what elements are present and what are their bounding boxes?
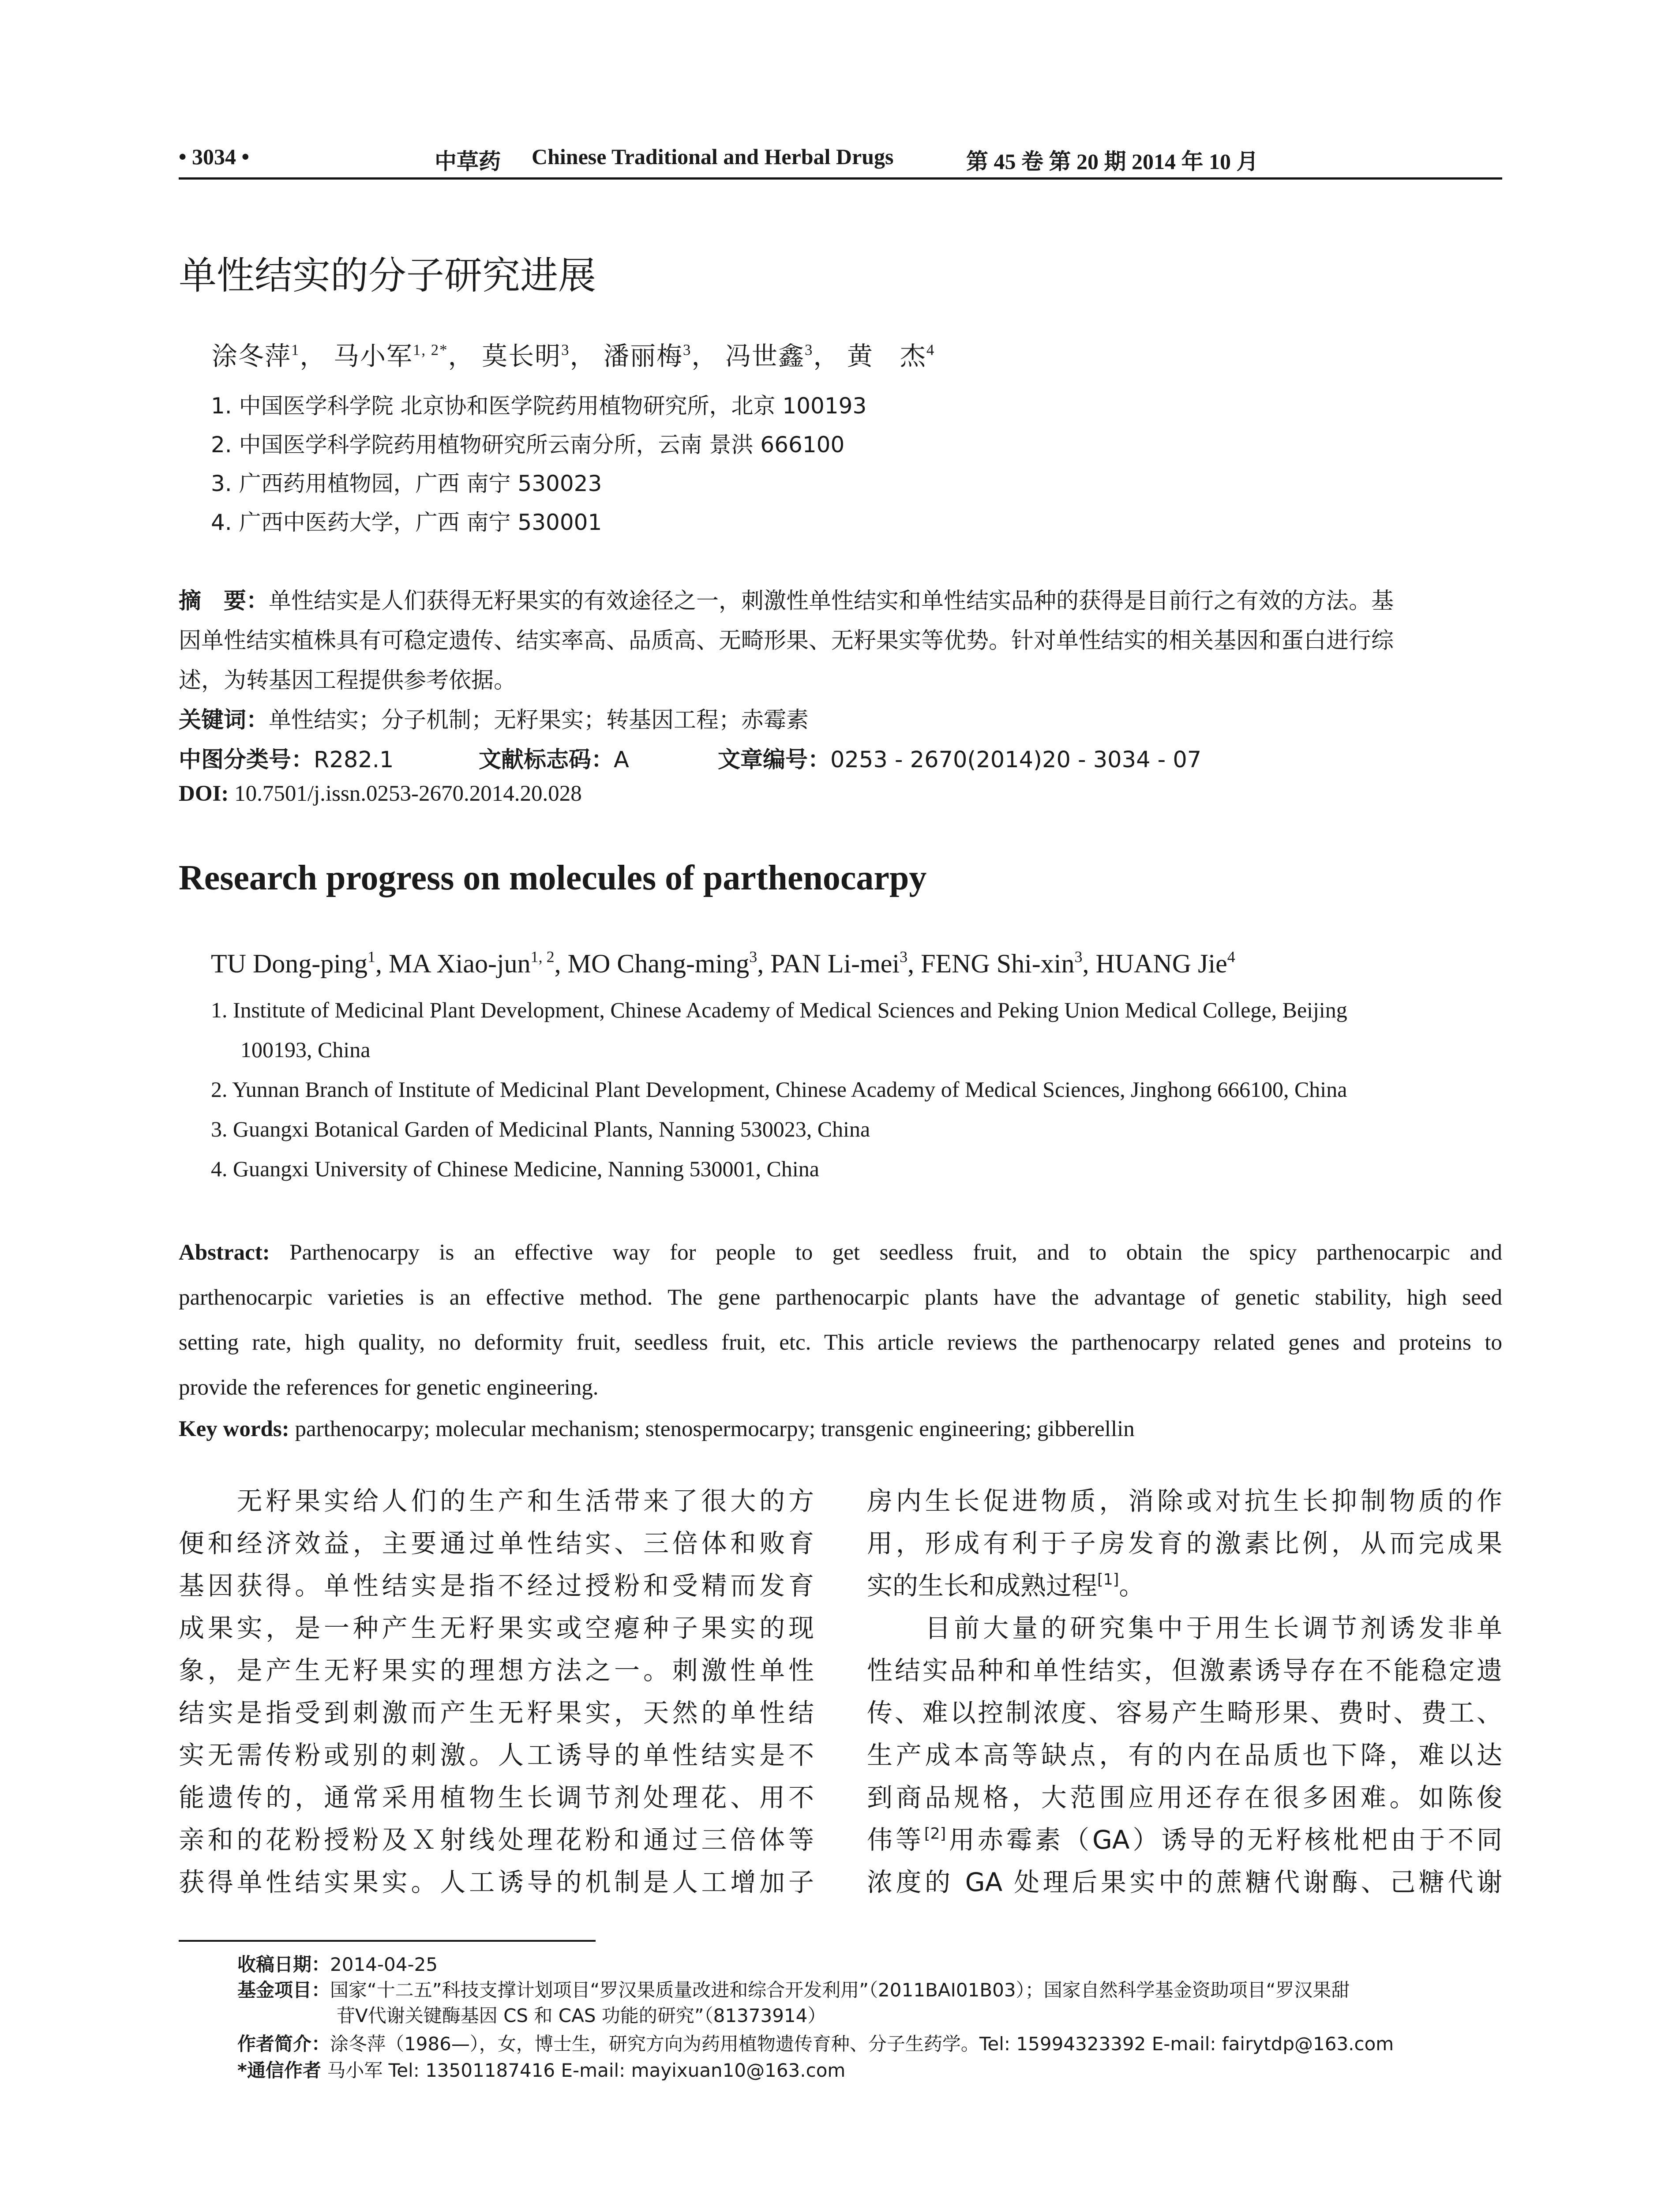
body-line: 成果实，是一种产生无籽果实或空瘪种子果实的现 [179, 1613, 814, 1643]
cn-title: 单性结实的分子研究进展 [179, 254, 596, 298]
cn-classification-row [179, 741, 1502, 772]
en-affiliation: 3. Guangxi Botanical Garden of Medicinal Plants, Nanning 530023, China [211, 1117, 870, 1141]
article-no-label: 文章编号： [718, 747, 831, 773]
cn-author-sup: 3 [683, 341, 692, 359]
body-line: 房内生长促进物质，消除或对抗生长抑制物质的作 [867, 1486, 1502, 1516]
cn-abstract-label: 摘 要： [179, 588, 269, 614]
article-no-value: 0253 - 2670(2014)20 - 3034 - 07 [830, 747, 1202, 773]
citation-marker: [2] [924, 1825, 946, 1843]
journal-en-name: Chinese Traditional and Herbal Drugs [532, 144, 894, 169]
doc-code-field [479, 741, 629, 774]
cn-author-sup: 1 [291, 341, 300, 359]
body-line: 象，是产生无籽果实的理想方法之一。刺激性单性 [179, 1655, 814, 1685]
cn-author-list: 涂冬萍$^1$， 马小军$^{1, 2*}$， 莫长明$^3$， 潘丽梅$^3$， 冯世鑫$^3$， 黄 杰$^4$ [212, 341, 935, 371]
en-author-sup: 3 [900, 948, 908, 966]
en-author-sup: 4 [1227, 948, 1235, 966]
body-line: 目前大量的研究集中于用生长调节剂诱发非单 [867, 1613, 1502, 1643]
en-affiliation: 2. Yunnan Branch of Institute of Medicinal Plant Development, Chinese Academy of Medical Sciences, Jinghong 666100, China [211, 1077, 1347, 1102]
author-bio-label: 作者简介： [237, 2033, 330, 2055]
en-author-list: TU Dong-ping$^1$, MA Xiao-jun$^{1, 2}$, MO Chang-ming$^3$, PAN Li-mei$^3$, FENG Shi-xin$^3$, HUANG Jie$^4$ [211, 948, 1235, 978]
en-abstract-text: Parthenocarpy is an effective way for people to get seedless fruit, and to obtain the spicy parthenocarpic and [270, 1240, 1502, 1265]
cn-affiliation: 3. 广西药用植物园，广西 南宁 530023 [211, 471, 602, 496]
author-bio-value: 涂冬萍（1986—），女，博士生，研究方向为药用植物遗传育种、分子生药学。Tel: 15994323392 E-mail: fairytdp@163.com [330, 2033, 1394, 2055]
cn-author-sup: 3 [561, 341, 570, 359]
received-value: 2014-04-25 [330, 1954, 438, 1975]
en-abstract-label: Abstract: [179, 1240, 270, 1265]
body-line: 性结实品种和单性结实，但激素诱导存在不能稳定遗 [867, 1655, 1502, 1685]
en-author-sup: 3 [1074, 948, 1083, 966]
body-line: 便和经济效益，主要通过单性结实、三倍体和败育 [179, 1528, 814, 1558]
cn-abstract-line: 述，为转基因工程提供参考依据。 [179, 668, 517, 694]
header-rule [179, 177, 1502, 180]
body-line: 实无需传粉或别的刺激。人工诱导的单性结实是不 [179, 1740, 814, 1770]
body-line: 到商品规格，大范围应用还存在很多困难。如陈俊 [867, 1782, 1502, 1812]
cn-author: 马小军 [333, 342, 413, 371]
en-affiliation: 100193, China [240, 1037, 371, 1062]
fund-label: 基金项目： [237, 1979, 330, 2001]
en-author: PAN Li-mei [770, 949, 900, 978]
cn-author: 潘丽梅 [604, 342, 683, 371]
en-affiliation: 1. Institute of Medicinal Plant Development, Chinese Academy of Medical Sciences and Peking Union Medical College, Beijing [211, 998, 1347, 1022]
footnote-fund-cont: 苷Ⅴ代谢关键酶基因 CS 和 CAS 功能的研究”（81373914） [337, 2005, 826, 2026]
cn-abstract-line: 因单性结实植株具有可稳定遗传、结实率高、品质高、无畸形果、无籽果实等优势。针对单性结实的相关基因和蛋白进行综 [179, 628, 1394, 654]
running-header [179, 140, 1502, 176]
footnote-author [237, 2030, 1394, 2056]
body-line: 无籽果实给人们的生产和生活带来了很大的方 [179, 1486, 814, 1516]
body-line: 能遗传的，通常采用植物生长调节剂处理花、用不 [179, 1782, 814, 1812]
cn-keywords-text: 单性结实；分子机制；无籽果实；转基因工程；赤霉素 [269, 707, 809, 733]
doc-code-label: 文献标志码： [479, 747, 614, 773]
fund-value: 国家“十二五”科技支撑计划项目“罗汉果质量改进和综合开发利用”（2011BAI01B03）；国家自然科学基金资助项目“罗汉果甜 [330, 1979, 1350, 2001]
body-line: 基因获得。单性结实是指不经过授粉和受精而发育 [179, 1571, 814, 1601]
body-line: 传、难以控制浓度、容易产生畸形果、费时、费工、 [867, 1698, 1502, 1728]
en-author: TU Dong-ping [211, 949, 368, 978]
en-author-sup: 1, 2 [530, 948, 555, 966]
cn-author-sup: 1, 2* [412, 341, 448, 359]
footnote-correspondence [237, 2056, 845, 2082]
cn-keywords-label: 关键词： [179, 707, 269, 733]
body-line: 亲和的花粉授粉及Ｘ射线处理花粉和通过三倍体等 [179, 1825, 814, 1855]
cn-affiliation: 4. 广西中医药大学，广西 南宁 530001 [211, 510, 602, 535]
doc-code-value: A [614, 747, 629, 773]
body-line: 结实是指受到刺激而产生无籽果实，天然的单性结 [179, 1698, 814, 1728]
cn-keywords [179, 702, 809, 734]
en-author: MO Chang-ming [567, 949, 750, 978]
en-author: HUANG Jie [1095, 949, 1227, 978]
en-abstract-line: provide the references for genetic engineering. [179, 1375, 599, 1400]
cn-author-sup: 3 [804, 341, 814, 359]
doi-label: DOI: [179, 781, 229, 806]
en-keywords-label: Key words: [179, 1417, 289, 1441]
en-author: MA Xiao-jun [388, 949, 531, 978]
cn-author: 冯世鑫 [725, 342, 805, 371]
clc-label: 中图分类号： [179, 747, 314, 773]
en-abstract-line [179, 1240, 1502, 1265]
footnote-received [237, 1950, 438, 1977]
cn-author: 莫长明 [482, 342, 562, 371]
en-author-sup: 3 [749, 948, 758, 966]
en-keywords-text: parthenocarpy; molecular mechanism; stenospermocarpy; transgenic engineering; gibberellin [289, 1417, 1135, 1441]
en-affiliation: 4. Guangxi University of Chinese Medicine, Nanning 530001, China [211, 1156, 819, 1181]
doi-value: 10.7501/j.issn.0253-2670.2014.20.028 [229, 781, 582, 806]
body-line: 获得单性结实果实。人工诱导的机制是人工增加子 [179, 1867, 814, 1897]
en-abstract-line: parthenocarpic varieties is an effective method. The gene parthenocarpic plants have the advantage of genetic stability, high seed [179, 1285, 1502, 1310]
clc-value: R282.1 [314, 747, 394, 773]
cn-author: 黄 杰 [847, 342, 926, 371]
en-author: FENG Shi-xin [921, 949, 1075, 978]
cn-author: 涂冬萍 [212, 342, 292, 371]
clc-field [179, 741, 394, 774]
citation-marker: [1] [1097, 1571, 1119, 1589]
issue-info: 第 45 卷 第 20 期 2014 年 10 月 [966, 149, 1259, 174]
en-author-sup: 1 [367, 948, 375, 966]
article-no-field [718, 741, 1201, 774]
page-number: • 3034 • [179, 144, 250, 169]
en-title: Research progress on molecules of parthenocarpy [179, 859, 927, 897]
en-abstract-line: setting rate, high quality, no deformity fruit, seedless fruit, etc. This article reviews the parthenocarpy related genes and proteins to [179, 1330, 1502, 1355]
corr-value: 马小军 Tel: 13501187416 E-mail: mayixuan10@163.com [321, 2060, 846, 2081]
cn-abstract-text: 单性结实是人们获得无籽果实的有效途径之一，刺激性单性结实和单性结实品种的获得是目前行之有效的方法。基 [269, 588, 1394, 614]
doi-line [179, 781, 582, 807]
body-line: 生产成本高等缺点，有的内在品质也下降，难以达 [867, 1740, 1502, 1770]
footnote-rule [179, 1940, 596, 1942]
cn-affiliation: 1. 中国医学科学院 北京协和医学院药用植物研究所，北京 100193 [211, 393, 867, 419]
body-line: 浓度的 GA 处理后果实中的蔗糖代谢酶、己糖代谢 [867, 1867, 1502, 1897]
body-line: 伟等[2]用赤霉素（GA）诱导的无籽核枇杷由于不同 [867, 1825, 1502, 1855]
journal-cn-logo: 中草药 [435, 149, 501, 174]
body-line: 用，形成有利于子房发育的激素比例，从而完成果 [867, 1528, 1502, 1558]
cn-author-sup: 4 [926, 341, 935, 359]
received-label: 收稿日期： [237, 1954, 330, 1975]
en-keywords [179, 1416, 1135, 1442]
footnote-fund [237, 1976, 1350, 2002]
cn-affiliation: 2. 中国医学科学院药用植物研究所云南分所，云南 景洪 666100 [211, 432, 845, 458]
body-line: 实的生长和成熟过程[1]。 [867, 1571, 1145, 1601]
corr-label: *通信作者 [237, 2060, 321, 2081]
cn-abstract-line [179, 582, 1502, 615]
